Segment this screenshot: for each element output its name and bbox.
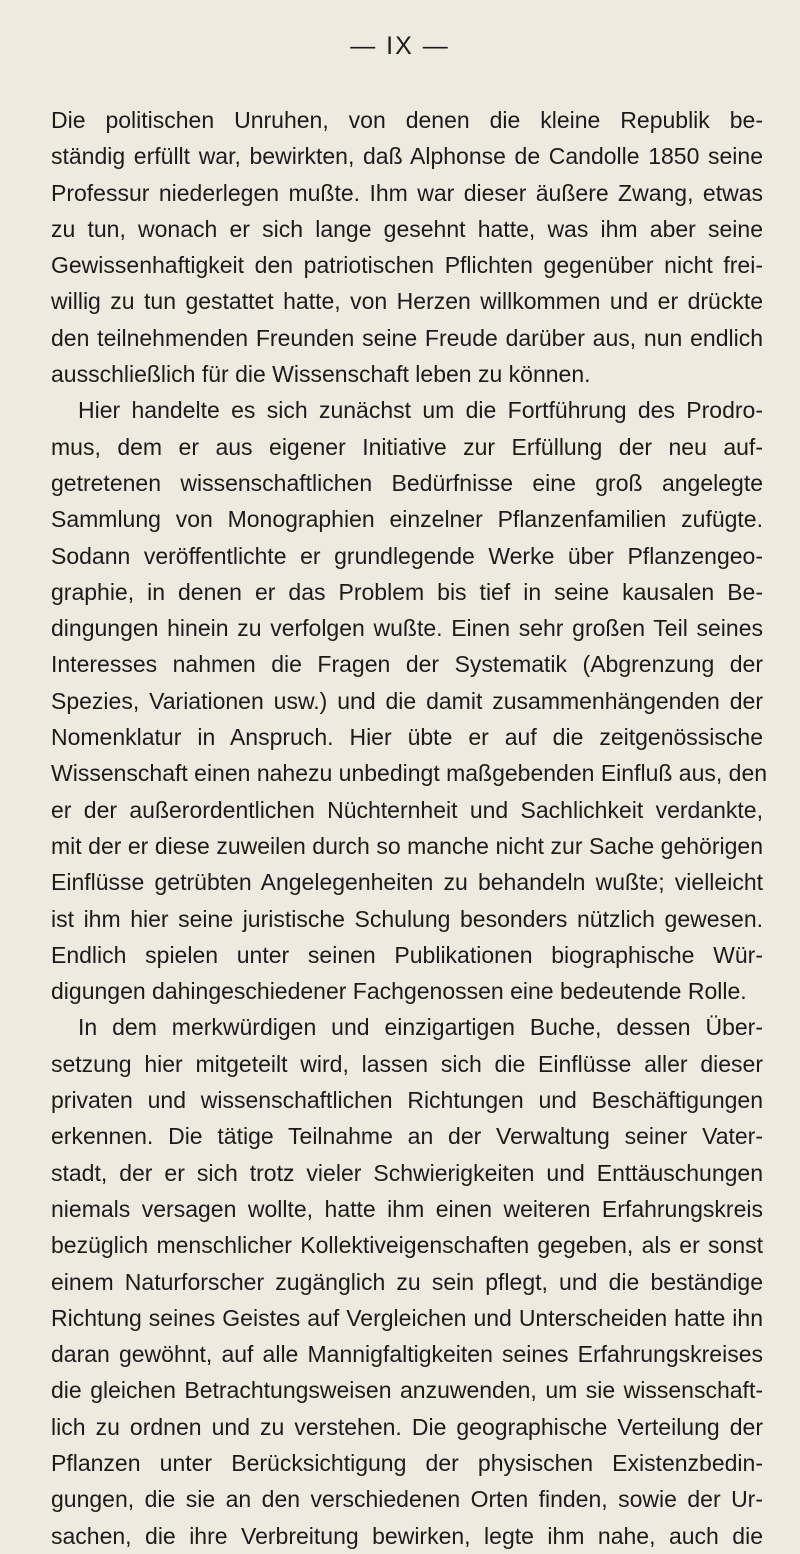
text-line: getretenen wissenschaftlichen Bedürfnisse eine groß angelegte <box>51 469 763 496</box>
text-line: In dem merkwürdigen und einzigartigen Buche, dessen Über- <box>78 1014 763 1041</box>
text-line: sachen, die ihre Verbreitung bewirken, legte ihm nahe, auch die <box>51 1522 763 1549</box>
page-number: — IX — <box>350 32 450 60</box>
text-line: stadt, der er sich trotz vieler Schwierigkeiten und Enttäuschungen <box>51 1159 763 1186</box>
text-line: Hier handelte es sich zunächst um die Fortführung des Prodro- <box>78 397 763 424</box>
text-line: bezüglich menschlicher Kollektiveigenschaften gegeben, als er sonst <box>51 1232 763 1259</box>
text-line: niemals versagen wollte, hatte ihm einen weiteren Erfahrungskreis <box>51 1195 763 1222</box>
text-line: mus, dem er aus eigener Initiative zur Erfüllung der neu auf- <box>51 433 763 460</box>
text-line: ausschließlich für die Wissenschaft leben zu können. <box>51 361 591 388</box>
text-line: Richtung seines Geistes auf Vergleichen und Unterscheiden hatte ihn <box>51 1304 763 1331</box>
text-line: erkennen. Die tätige Teilnahme an der Verwaltung seiner Vater- <box>51 1123 763 1150</box>
text-line: daran gewöhnt, auf alle Mannigfaltigkeiten seines Erfahrungskreises <box>51 1341 763 1368</box>
text-line: Sammlung von Monographien einzelner Pflanzenfamilien zufügte. <box>51 506 763 533</box>
text-line: gungen, die sie an den verschiedenen Orten finden, sowie der Ur- <box>51 1486 763 1513</box>
text-line: Spezies, Variationen usw.) und die damit zusammenhängenden der <box>51 687 763 714</box>
text-line: Nomenklatur in Anspruch. Hier übte er auf die zeitgenössische <box>51 724 763 751</box>
text-line: Gewissenhaftigkeit den patriotischen Pflichten gegenüber nicht frei- <box>51 252 763 279</box>
text-line: zu tun, wonach er sich lange gesehnt hatte, was ihm aber seine <box>51 215 763 242</box>
text-line: Einflüsse getrübten Angelegenheiten zu behandeln wußte; vielleicht <box>51 869 763 896</box>
body-text <box>51 102 768 1554</box>
text-line: Wissenschaft einen nahezu unbedingt maßgebenden Einfluß aus, den <box>51 760 768 787</box>
text-line: privaten und wissenschaftlichen Richtungen und Beschäftigungen <box>51 1087 763 1114</box>
text-line: setzung hier mitgeteilt wird, lassen sich die Einflüsse aller dieser <box>51 1050 763 1077</box>
text-line: er der außerordentlichen Nüchternheit und Sachlichkeit verdankte, <box>51 796 763 823</box>
text-line: ständig erfüllt war, bewirkten, daß Alphonse de Candolle 1850 seine <box>51 143 763 170</box>
text-line: mit der er diese zuweilen durch so manche nicht zur Sache gehörigen <box>51 832 763 859</box>
text-line: dingungen hinein zu verfolgen wußte. Einen sehr großen Teil seines <box>51 615 763 642</box>
text-line: ist ihm hier seine juristische Schulung besonders nützlich gewesen. <box>51 905 763 932</box>
text-line: Professur niederlegen mußte. Ihm war dieser äußere Zwang, etwas <box>51 179 763 206</box>
text-line: Die politischen Unruhen, von denen die kleine Republik be- <box>51 107 763 133</box>
text-line: einem Naturforscher zugänglich zu sein pflegt, und die beständige <box>51 1268 763 1295</box>
text-line: Interesses nahmen die Fragen der Systematik (Abgrenzung der <box>51 651 763 678</box>
text-line: graphie, in denen er das Problem bis tief in seine kausalen Be- <box>51 578 763 605</box>
text-line: den teilnehmenden Freunden seine Freude darüber aus, nun endlich <box>51 324 763 351</box>
text-line: willig zu tun gestattet hatte, von Herzen willkommen und er drückte <box>51 288 763 315</box>
text-line: die gleichen Betrachtungsweisen anzuwenden, um sie wissenschaft- <box>51 1377 763 1404</box>
text-line: Sodann veröffentlichte er grundlegende Werke über Pflanzengeo- <box>51 542 763 569</box>
text-line: lich zu ordnen und zu verstehen. Die geographische Verteilung der <box>51 1413 763 1440</box>
text-line: Pflanzen unter Berücksichtigung der physischen Existenzbedin- <box>51 1449 763 1476</box>
text-line: digungen dahingeschiedener Fachgenossen eine bedeutende Rolle. <box>51 978 747 1005</box>
text-line: Endlich spielen unter seinen Publikationen biographische Wür- <box>51 941 763 968</box>
